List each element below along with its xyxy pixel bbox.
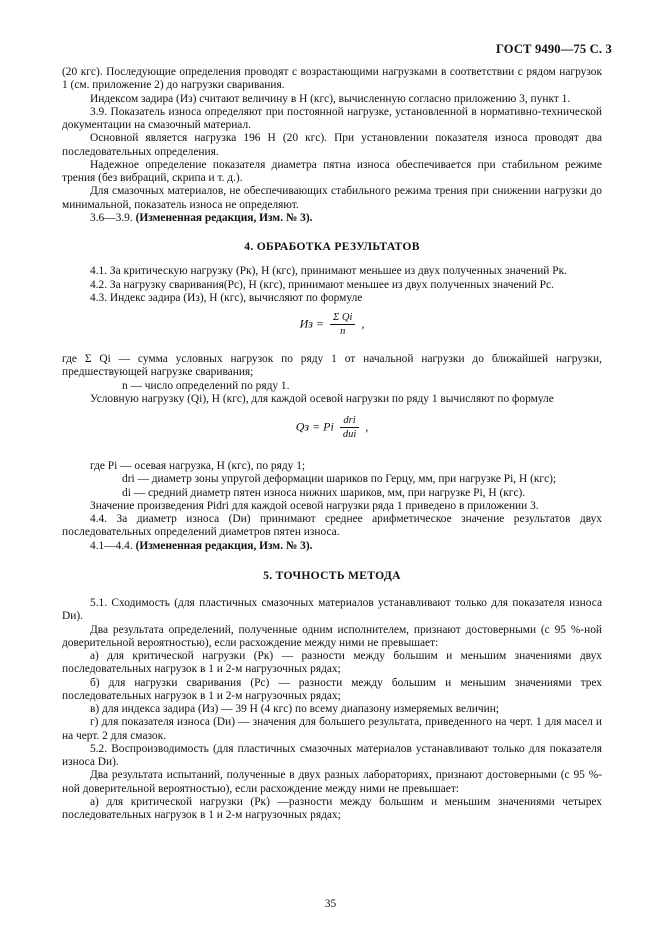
paragraph: Значение произведения Pidri для каждой осевой нагрузки ряда 1 приведено в приложении 3. <box>90 499 539 512</box>
formula-numerator: dri <box>340 414 359 428</box>
formula-numerator: Σ Qi <box>330 311 355 325</box>
amendment-text: (Измененная редакция, Изм. № 3). <box>135 211 313 224</box>
paragraph: 4.1. За критическую нагрузку (Рк), Н (кгс), принимают меньшее из двух полученных значений Рк. <box>90 265 567 278</box>
paragraph: а) для критической нагрузки (Рк) —разности между большим и меньшим значениями четырех последовательных нагрузок в 1 и 2-м нагрузочных рядах; <box>62 795 602 821</box>
paragraph: n — число определений по ряду 1. <box>122 379 290 392</box>
paragraph: 5.2. Воспроизводимость (для пластичных смазочных материалов устанавливают только для показателя износа Dи). <box>62 742 602 768</box>
formula-lhs: Из = <box>299 316 325 331</box>
paragraph: г) для показателя износа (Dи) — значения для большего результата, приведенного на черт. 1 для масел и на черт. 2 для смазок. <box>62 716 602 742</box>
amendment-range: 4.1—4.4. <box>90 539 133 552</box>
paragraph: где Pi — осевая нагрузка, Н (кгс), по ряду 1; <box>90 460 306 472</box>
paragraph: 4.3. Индекс задира (Из), Н (кгс), вычисляют по формуле <box>90 291 363 304</box>
formula-denominator: n <box>340 326 346 337</box>
paragraph: di — средний диаметр пятен износа нижних шариков, мм, при нагрузке Pi, Н (кгс). <box>122 486 526 499</box>
paragraph: 4.4. За диаметр износа (Dи) принимают среднее арифметическое значение результатов двух последовательных определений диаметров пятен износа. <box>62 513 602 539</box>
paragraph: 3.9. Показатель износа определяют при постоянной нагрузке, установленной в нормативно-технической документации на смазочный материал. <box>62 105 602 131</box>
document-body <box>62 66 602 822</box>
amendment-note <box>62 540 602 553</box>
amendment-range: 3.6—3.9. <box>90 211 133 224</box>
formula-fraction <box>330 311 355 338</box>
paragraph: Для смазочных материалов, не обеспечивающих стабильного режима трения при снижении нагрузки до минимальной, показатель износа не определяют. <box>62 185 602 211</box>
paragraph: Основной является нагрузка 196 Н (20 кгс). При установлении показателя износа проводят два последовательных определения. <box>62 132 602 158</box>
paragraph: dri — диаметр зоны упругой деформации шариков по Герцу, мм, при нагрузке Pi, Н (кгс); <box>122 473 557 486</box>
page-number: 35 <box>324 898 337 910</box>
formula-tail: , <box>361 316 365 331</box>
paragraph: б) для нагрузки сваривания (Рс) — разности между большим и меньшим значениями трех последовательных нагрузок в 1 и 2-м нагрузочных рядах; <box>62 676 602 702</box>
formula-fraction <box>340 414 359 441</box>
formula-conditional-load <box>62 414 602 450</box>
running-header: ГОСТ 9490—75 С. 3 <box>495 42 612 56</box>
paragraph: 4.2. За нагрузку сваривания(Рс), Н (кгс), принимают меньшее из двух полученных значений Рс. <box>90 278 554 291</box>
formula-scuff-index <box>62 311 602 347</box>
paragraph: Условную нагрузку (Qi), Н (кгс), для каждой осевой нагрузки по ряду 1 вычисляют по формуле <box>90 392 554 405</box>
paragraph: (20 кгс). Последующие определения проводят с возрастающими нагрузками в соответствии с рядом нагрузок 1 (см. приложение 2) до нагрузки сваривания. <box>62 66 602 92</box>
formula-tail: , <box>365 419 369 434</box>
paragraph: где Σ Qi — сумма условных нагрузок по ряду 1 от начальной нагрузки до ближайшей нагрузки, предшествующей нагрузке сваривания; <box>62 353 602 379</box>
section-4-heading: 4. ОБРАБОТКА РЕЗУЛЬТАТОВ <box>244 240 420 253</box>
paragraph: в) для индекса задира (Из) — 39 Н (4 кгс) по всему диапазону измеряемых величин; <box>90 703 499 715</box>
paragraph: Индексом задира (Из) считают величину в Н (кгс), вычисленную согласно приложению 3, пункт 1. <box>90 92 571 105</box>
formula-lhs: Qз = Pi <box>295 419 334 434</box>
paragraph: Надежное определение показателя диаметра пятна износа обеспечивается при стабильном режиме трения (без вибраций, скрипа и т. д.). <box>62 158 602 184</box>
section-5-heading: 5. ТОЧНОСТЬ МЕТОДА <box>263 568 401 582</box>
paragraph: 5.1. Сходимость (для пластичных смазочных материалов устанавливают только для показателя износа Dи). <box>62 597 602 623</box>
amendment-text: (Измененная редакция, Изм. № 3). <box>135 539 313 552</box>
paragraph: Два результата определений, полученные одним исполнителем, признают достоверными (с 95 %-ной доверительной вероятностью), если расхождение между ними не превышает: <box>62 623 602 649</box>
amendment-note <box>62 212 602 225</box>
paragraph: а) для критической нагрузки (Рк) — разности между большим и меньшим значениями двух последовательных нагрузок в 1 и 2-м нагрузочных рядах; <box>62 650 602 676</box>
paragraph: Два результата испытаний, полученные в двух разных лабораториях, признают достоверными (с 95 %-ной доверительной вероятностью), если расхождение между ними не превышает: <box>62 769 602 795</box>
formula-denominator: dиi <box>342 429 357 440</box>
